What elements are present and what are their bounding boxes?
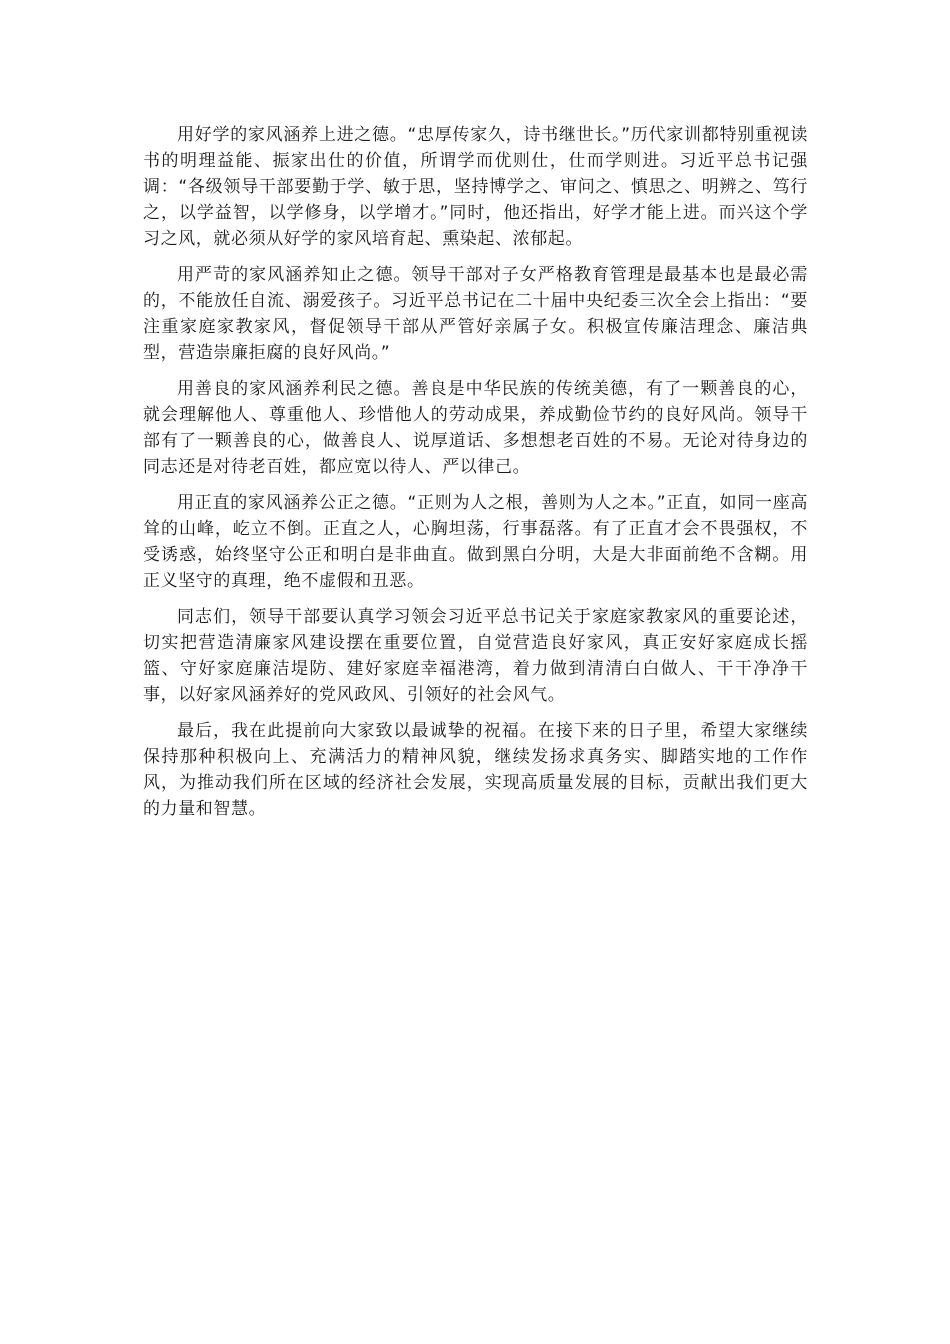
paragraph-closing-wishes: 最后，我在此提前向大家致以最诚挚的祝福。在接下来的日子里，希望大家继续保持那种积极向上、充满活力的精神风貌，继续发扬求真务实、脚踏实地的工作作风，为推动我们所在区域的经济社会发展，实现高质量发展的目标，贡献出我们更大的力量和智慧。 [143, 721, 808, 819]
paragraph-kindness: 用善良的家风涵养利民之德。善良是中华民族的传统美德，有了一颗善良的心，就会理解他人、尊重他人、珍惜他人的劳动成果，养成勤俭节约的良好风尚。领导干部有了一颗善良的心，做善良人、说厚道话、多想想老百姓的不易。无论对待身边的同志还是对待老百姓，都应宽以待人、严以律己。 [143, 379, 808, 477]
paragraph-strict-discipline: 用严苛的家风涵养知止之德。领导干部对子女严格教育管理是最基本也是最必需的，不能放任自流、溺爱孩子。习近平总书记在二十届中央纪委三次全会上指出：“要注重家庭家教家风，督促领导干部从严管好亲属子女。积极宣传廉洁理念、廉洁典型，营造崇廉拒腐的良好风尚。” [143, 265, 808, 363]
paragraph-diligent-learning: 用好学的家风涵养上进之德。“忠厚传家久，诗书继世长。”历代家训都特别重视读书的明理益能、振家出仕的价值，所谓学而优则仕，仕而学则进。习近平总书记强调：“各级领导干部要勤于学、敏于思，坚持博学之、审问之、慎思之、明辨之、笃行之，以学益智，以学修身，以学增才。”同时，他还指出，好学才能上进。而兴这个学习之风，就必须从好学的家风培育起、熏染起、浓郁起。 [143, 125, 808, 249]
document-body [143, 122, 808, 832]
paragraph-integrity: 用正直的家风涵养公正之德。“正则为人之根，善则为人之本。”正直，如同一座高耸的山峰，屹立不倒。正直之人，心胸坦荡，行事磊落。有了正直才会不畏强权，不受诱惑，始终坚守公正和明白是非曲直。做到黑白分明，大是大非面前绝不含糊。用正义坚守的真理，绝不虚假和丑恶。 [143, 493, 808, 591]
paragraph-call-to-action: 同志们，领导干部要认真学习领会习近平总书记关于家庭家教家风的重要论述，切实把营造清廉家风建设摆在重要位置，自觉营造良好家风，真正安好家庭成长摇篮、守好家庭廉洁堤防、建好家庭幸福港湾，着力做到清清白白做人、干干净净干事，以好家风涵养好的党风政风、引领好的社会风气。 [143, 607, 808, 705]
